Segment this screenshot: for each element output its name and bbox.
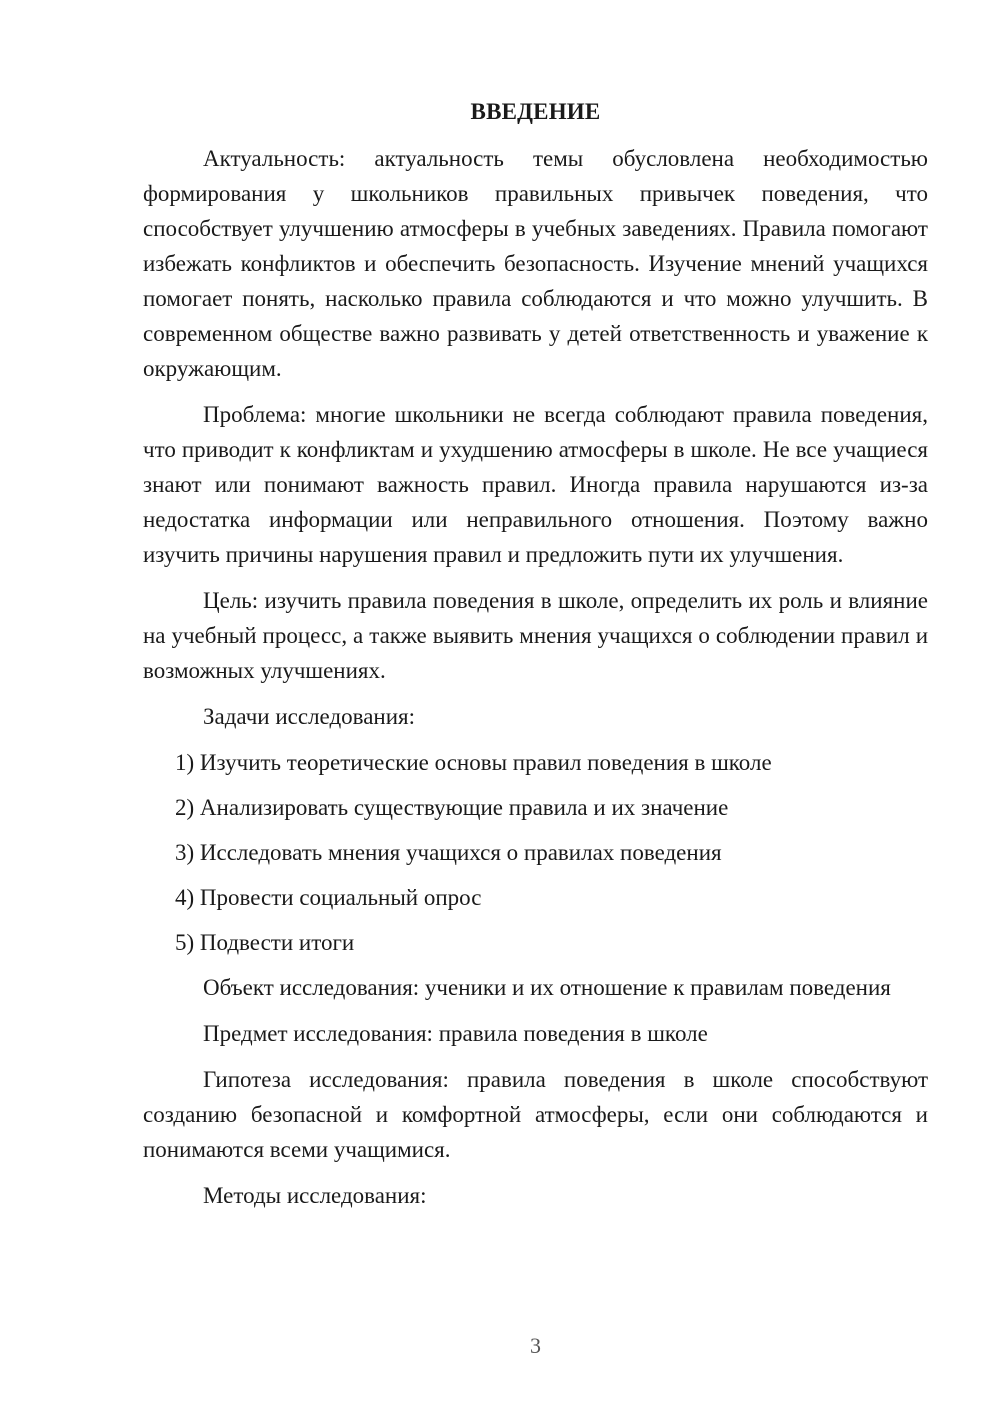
hypothesis-paragraph: Гипотеза исследования: правила поведения в школе способствуют созданию безопасной и комфортной атмосферы, если они соблюдаются и понимаются всеми учащимися. bbox=[143, 1067, 928, 1162]
page-number: 3 bbox=[530, 1333, 541, 1358]
tasks-list bbox=[143, 745, 928, 960]
list-item: 3) Исследовать мнения учащихся о правилах поведения bbox=[175, 840, 722, 865]
page-title: ВВЕДЕНИЕ bbox=[470, 99, 601, 124]
methods-heading: Методы исследования: bbox=[203, 1183, 427, 1208]
object-paragraph: Объект исследования: ученики и их отношение к правилам поведения bbox=[203, 975, 891, 1000]
relevance-paragraph: Актуальность: актуальность темы обусловлена необходимостью формирования у школьников правильных привычек поведения, что способствует улучшению атмосферы в учебных заведениях. Правила помогают избежать конфликтов и обеспечить безопасность. Изучение мнений учащихся помогает понять, насколько правила соблюдаются и что можно улучшить. В современном обществе важно развивать у детей ответственность и уважение к окружающим. bbox=[143, 146, 928, 381]
page-content bbox=[143, 141, 928, 1224]
subject-paragraph: Предмет исследования: правила поведения в школе bbox=[203, 1021, 708, 1046]
list-item: 2) Анализировать существующие правила и их значение bbox=[175, 795, 729, 820]
goal-paragraph: Цель: изучить правила поведения в школе, определить их роль и влияние на учебный процесс, а также выявить мнения учащихся о соблюдении правил и возможных улучшениях. bbox=[143, 588, 928, 683]
tasks-heading: Задачи исследования: bbox=[203, 704, 416, 729]
document-page bbox=[143, 0, 928, 1414]
list-item: 4) Провести социальный опрос bbox=[175, 885, 482, 910]
list-item: 1) Изучить теоретические основы правил поведения в школе bbox=[175, 750, 772, 775]
list-item: 5) Подвести итоги bbox=[175, 930, 355, 955]
problem-paragraph: Проблема: многие школьники не всегда соблюдают правила поведения, что приводит к конфликтам и ухудшению атмосферы в школе. Не все учащиеся знают или понимают важность правил. Иногда правила нарушаются из-за недостатка информации или неправильного отношения. Поэтому важно изучить причины нарушения правил и предложить пути их улучшения. bbox=[143, 402, 928, 567]
